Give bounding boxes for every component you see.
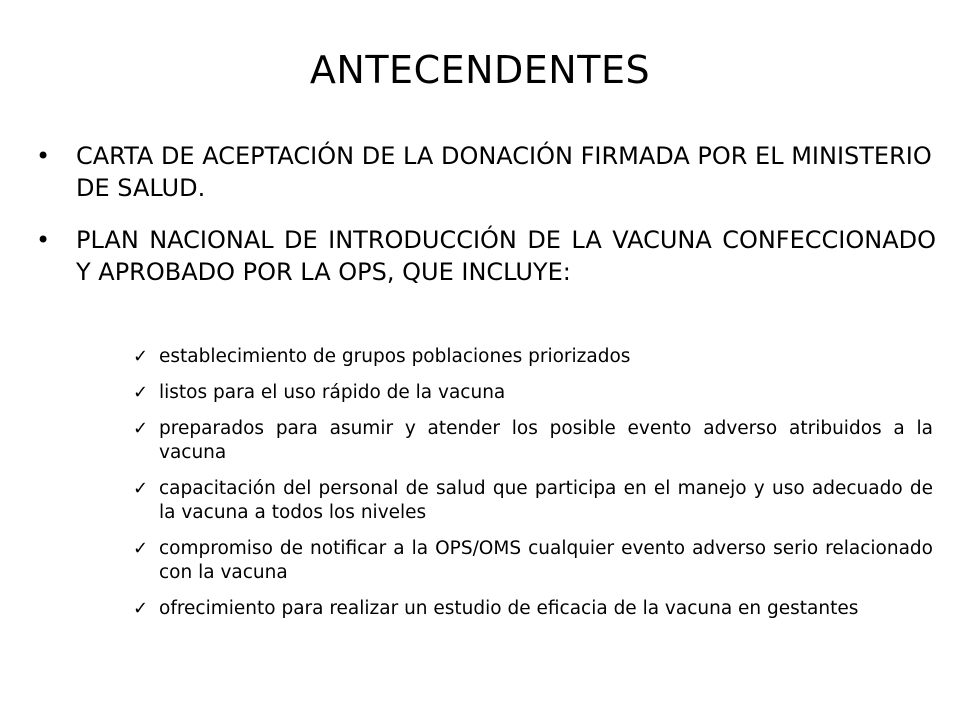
slide-title: ANTECENDENTES — [309, 48, 651, 92]
sub-bullet-item — [133, 345, 933, 369]
bullet-item — [36, 140, 936, 204]
bullet-dot-icon: • — [36, 226, 51, 254]
bullet-dot-icon: • — [36, 142, 51, 170]
bullet-text: CARTA DE ACEPTACIÓN DE LA DONACIÓN FIRMADA POR EL MINISTERIO DE SALUD. — [76, 142, 932, 202]
sub-bullet-text: ofrecimiento para realizar un estudio de eficacia de la vacuna en gestantes — [159, 598, 859, 619]
checkmark-icon: ✓ — [133, 346, 149, 367]
sub-bullet-list — [133, 345, 933, 633]
bullet-item — [36, 224, 936, 288]
bullet-text: PLAN NACIONAL DE INTRODUCCIÓN DE LA VACUNA CONFECCIONADO Y APROBADO POR LA OPS, QUE INCLUYE: — [76, 226, 936, 286]
sub-bullet-item — [133, 381, 933, 405]
bullet-list — [36, 140, 936, 308]
checkmark-icon: ✓ — [133, 382, 149, 403]
checkmark-icon: ✓ — [133, 538, 149, 559]
checkmark-icon: ✓ — [133, 478, 149, 499]
sub-bullet-item — [133, 477, 933, 525]
sub-bullet-text: capacitación del personal de salud que participa en el manejo y uso adecuado de la vacuna a todos los niveles — [159, 478, 933, 523]
checkmark-icon: ✓ — [133, 418, 149, 439]
sub-bullet-item — [133, 597, 933, 621]
sub-bullet-item — [133, 417, 933, 465]
sub-bullet-text: establecimiento de grupos poblaciones priorizados — [159, 346, 631, 367]
checkmark-icon: ✓ — [133, 598, 149, 619]
sub-bullet-text: compromiso de notificar a la OPS/OMS cualquier evento adverso serio relacionado con la vacuna — [159, 538, 933, 583]
sub-bullet-item — [133, 537, 933, 585]
sub-bullet-text: preparados para asumir y atender los posible evento adverso atribuidos a la vacuna — [159, 418, 933, 463]
sub-bullet-text: listos para el uso rápido de la vacuna — [159, 382, 506, 403]
